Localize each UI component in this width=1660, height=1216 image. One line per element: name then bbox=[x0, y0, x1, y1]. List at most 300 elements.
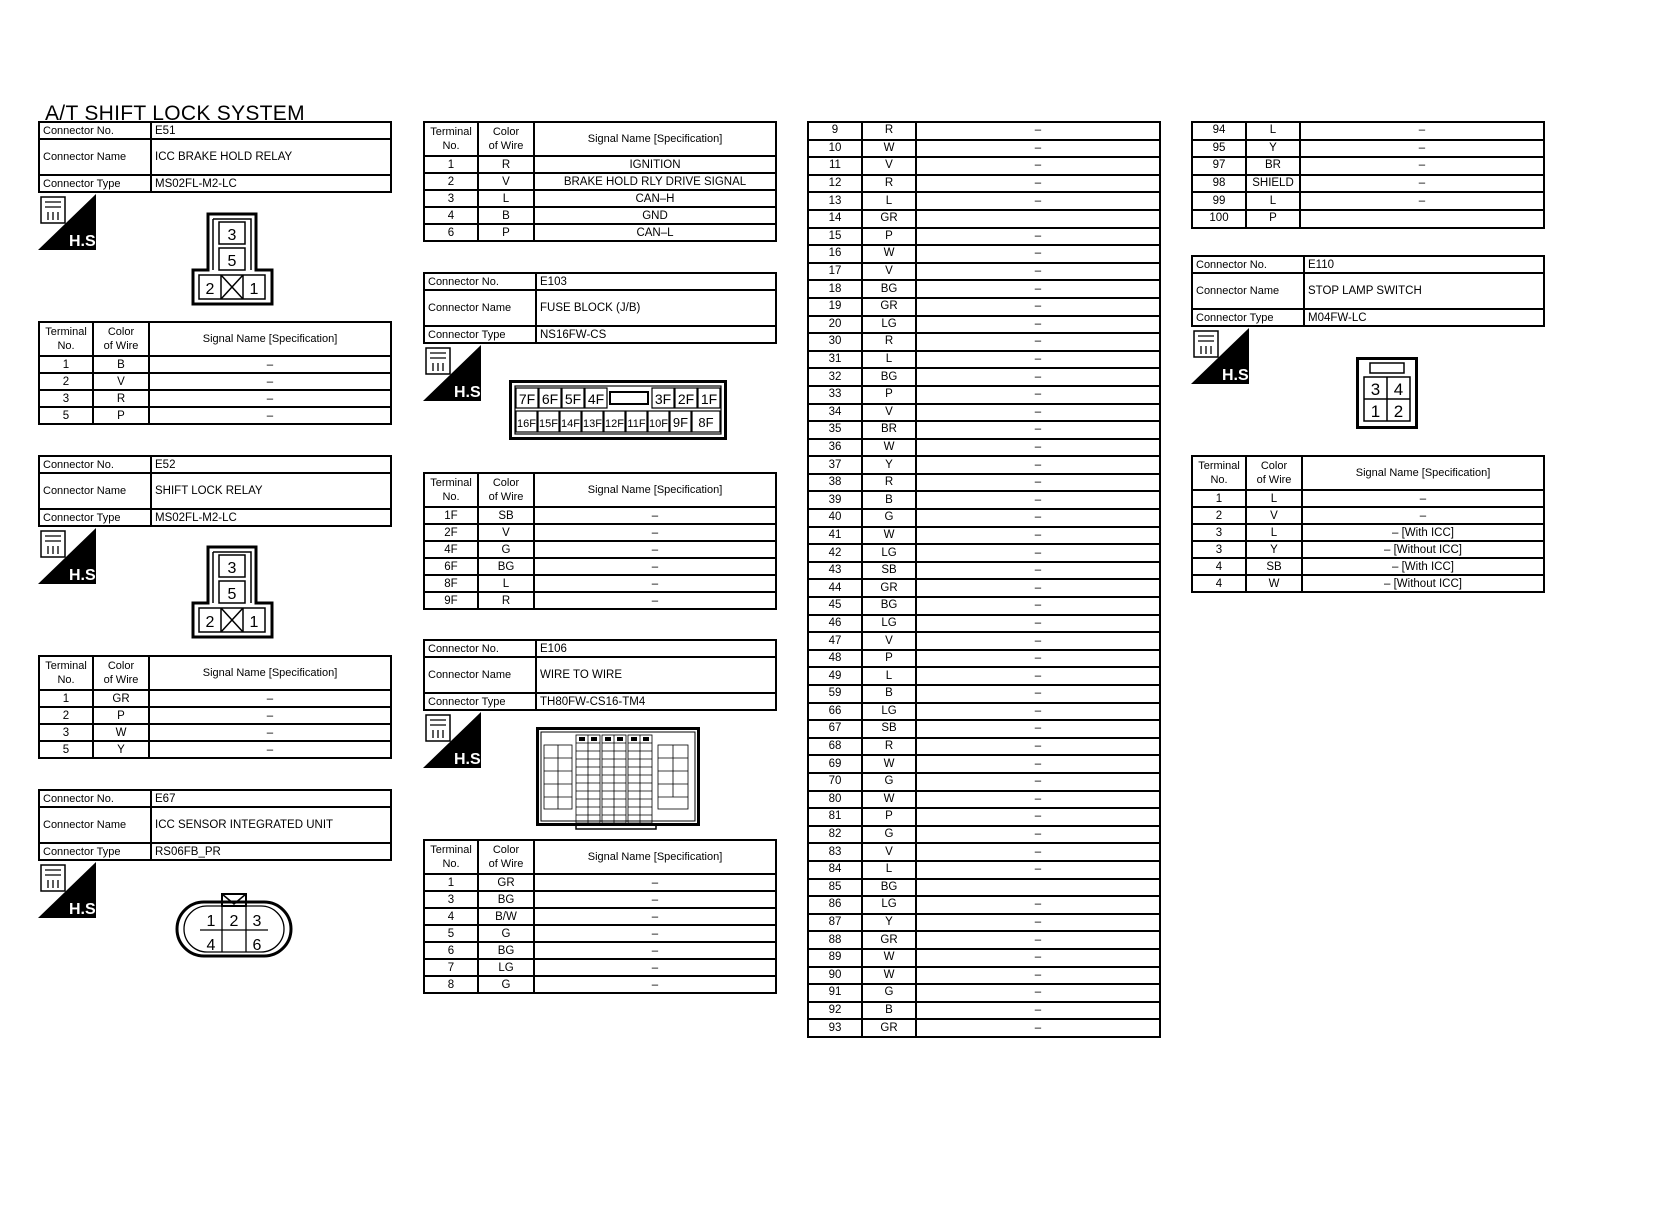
svg-text:2: 2 bbox=[205, 281, 215, 298]
svg-text:6F: 6F bbox=[541, 391, 559, 407]
terminal-cell: 86 bbox=[808, 896, 862, 914]
signal-cell: – bbox=[1300, 192, 1544, 210]
connector-type-label: Connector Type bbox=[424, 326, 536, 343]
signal-cell: – bbox=[916, 949, 1160, 967]
e106-pin-table bbox=[423, 839, 777, 994]
svg-text:H.S.: H.S. bbox=[69, 901, 101, 918]
terminal-cell: 43 bbox=[808, 562, 862, 580]
connector-name-value: SHIFT LOCK RELAY bbox=[151, 473, 391, 509]
signal-cell: – bbox=[916, 456, 1160, 474]
signal-cell: – bbox=[916, 157, 1160, 175]
terminal-cell: 45 bbox=[808, 597, 862, 615]
e106-continued-rows bbox=[808, 122, 1160, 1037]
table-row bbox=[808, 509, 1160, 527]
wire-color-cell: SB bbox=[862, 562, 916, 580]
terminal-cell: 36 bbox=[808, 439, 862, 457]
signal-cell: – bbox=[916, 491, 1160, 509]
signal-cell bbox=[1300, 210, 1544, 228]
svg-text:H.S.: H.S. bbox=[454, 751, 486, 768]
signal-cell: – bbox=[916, 685, 1160, 703]
table-row: 7 LG – bbox=[424, 959, 776, 976]
wire-color-cell: W bbox=[862, 140, 916, 158]
signal-cell: – bbox=[916, 228, 1160, 246]
connector-type-value: TH80FW-CS16-TM4 bbox=[536, 693, 776, 710]
svg-text:H.S.: H.S. bbox=[1222, 367, 1254, 384]
terminal-cell: 40 bbox=[808, 509, 862, 527]
wire-color-cell: P bbox=[862, 386, 916, 404]
table-row bbox=[808, 245, 1160, 263]
table-row bbox=[1192, 192, 1544, 210]
terminal-cell: 10 bbox=[808, 140, 862, 158]
wire-color-cell: SB bbox=[862, 720, 916, 738]
wire-color-cell: L bbox=[862, 861, 916, 879]
connector-name-value: STOP LAMP SWITCH bbox=[1304, 273, 1544, 309]
svg-text:2F: 2F bbox=[677, 391, 695, 407]
svg-text:16F: 16F bbox=[517, 418, 536, 430]
wire-color-cell: BG bbox=[862, 280, 916, 298]
connector-name-value: ICC BRAKE HOLD RELAY bbox=[151, 139, 391, 175]
signal-cell: – bbox=[916, 579, 1160, 597]
svg-text:1: 1 bbox=[249, 614, 259, 631]
table-row: 4F G – bbox=[424, 541, 776, 558]
connector-type-value: RS06FB_PR bbox=[151, 843, 391, 860]
connector-no-label: Connector No. bbox=[1192, 256, 1304, 273]
table-row: 1 GR – bbox=[39, 690, 391, 707]
e103-info-table bbox=[423, 272, 777, 344]
table-row bbox=[808, 808, 1160, 826]
table-row bbox=[808, 773, 1160, 791]
svg-text:10F: 10F bbox=[649, 418, 668, 430]
table-row bbox=[808, 703, 1160, 721]
wire-color-cell: GR bbox=[862, 210, 916, 228]
svg-text:9F: 9F bbox=[672, 415, 689, 430]
terminal-cell: 94 bbox=[1192, 122, 1246, 140]
table-row bbox=[808, 175, 1160, 193]
wire-color-cell: R bbox=[862, 122, 916, 140]
terminal-cell: 13 bbox=[808, 192, 862, 210]
svg-text:5: 5 bbox=[227, 586, 237, 603]
table-row bbox=[808, 368, 1160, 386]
wire-color-cell: P bbox=[862, 228, 916, 246]
signal-cell: – bbox=[916, 738, 1160, 756]
harness-side-icon bbox=[423, 345, 486, 401]
table-row: 4 SB – [With ICC] bbox=[1192, 558, 1544, 575]
signal-cell: – bbox=[916, 404, 1160, 422]
table-row: 3 BG – bbox=[424, 891, 776, 908]
e103-pin-table bbox=[423, 472, 777, 610]
table-row: 8F L – bbox=[424, 575, 776, 592]
terminal-cell: 70 bbox=[808, 773, 862, 791]
wire-color-cell: Y bbox=[862, 914, 916, 932]
wire-color-cell: GR bbox=[862, 298, 916, 316]
connector-no-label: Connector No. bbox=[39, 456, 151, 473]
connector-no-value: E67 bbox=[151, 790, 391, 807]
wire-color-cell: L bbox=[1246, 192, 1300, 210]
connector-type-value: MS02FL-M2-LC bbox=[151, 509, 391, 526]
terminal-cell: 82 bbox=[808, 826, 862, 844]
svg-text:2: 2 bbox=[229, 913, 239, 930]
table-row bbox=[808, 667, 1160, 685]
wire-color-cell: L bbox=[862, 351, 916, 369]
table-row bbox=[808, 544, 1160, 562]
terminal-cell: 90 bbox=[808, 967, 862, 985]
wire-color-cell: BG bbox=[862, 879, 916, 897]
terminal-cell: 38 bbox=[808, 474, 862, 492]
table-row bbox=[808, 228, 1160, 246]
table-row: 4 B/W – bbox=[424, 908, 776, 925]
connector-type-label: Connector Type bbox=[39, 175, 151, 192]
terminal-cell: 14 bbox=[808, 210, 862, 228]
svg-text:1: 1 bbox=[206, 913, 216, 930]
table-row bbox=[808, 984, 1160, 1002]
table-row bbox=[808, 316, 1160, 334]
svg-text:3F: 3F bbox=[654, 391, 672, 407]
e51-connector-diagram bbox=[190, 212, 276, 306]
terminal-cell: 66 bbox=[808, 703, 862, 721]
e110-connector-diagram bbox=[1356, 357, 1418, 429]
table-row: 6F BG – bbox=[424, 558, 776, 575]
e106-continued2-rows bbox=[1192, 122, 1544, 228]
wire-color-cell: V bbox=[862, 843, 916, 861]
connector-no-label: Connector No. bbox=[424, 640, 536, 657]
svg-text:11F: 11F bbox=[627, 418, 646, 430]
table-row bbox=[808, 914, 1160, 932]
table-row bbox=[1192, 210, 1544, 228]
wire-color-cell: R bbox=[862, 738, 916, 756]
signal-cell: – bbox=[916, 861, 1160, 879]
connector-type-label: Connector Type bbox=[424, 693, 536, 710]
table-row bbox=[1192, 157, 1544, 175]
wire-color-cell: LG bbox=[862, 615, 916, 633]
terminal-cell: 11 bbox=[808, 157, 862, 175]
table-row: 2 V – bbox=[1192, 507, 1544, 524]
wire-color-cell: V bbox=[862, 157, 916, 175]
wire-color-cell: V bbox=[862, 632, 916, 650]
signal-cell: – bbox=[916, 439, 1160, 457]
signal-cell: – bbox=[916, 245, 1160, 263]
table-row bbox=[808, 298, 1160, 316]
table-row: 3 Y – [Without ICC] bbox=[1192, 541, 1544, 558]
table-row bbox=[808, 615, 1160, 633]
signal-cell: – bbox=[916, 791, 1160, 809]
svg-text:5: 5 bbox=[227, 253, 237, 270]
signal-cell: – bbox=[916, 562, 1160, 580]
table-row bbox=[808, 597, 1160, 615]
wire-color-cell: BG bbox=[862, 597, 916, 615]
table-row bbox=[808, 650, 1160, 668]
svg-text:8F: 8F bbox=[698, 415, 714, 430]
connector-name-value: WIRE TO WIRE bbox=[536, 657, 776, 693]
signal-cell: – bbox=[916, 896, 1160, 914]
svg-text:1F: 1F bbox=[700, 391, 718, 407]
table-row bbox=[808, 474, 1160, 492]
connector-name-label: Connector Name bbox=[39, 139, 151, 175]
color-wire-header: Color of Wire bbox=[1246, 456, 1302, 490]
connector-name-value: ICC SENSOR INTEGRATED UNIT bbox=[151, 807, 391, 843]
signal-cell: – bbox=[916, 192, 1160, 210]
signal-cell: – bbox=[916, 843, 1160, 861]
connector-type-label: Connector Type bbox=[39, 509, 151, 526]
svg-text:4F: 4F bbox=[587, 391, 605, 407]
signal-cell: – bbox=[1300, 140, 1544, 158]
signal-cell: – bbox=[916, 1019, 1160, 1037]
terminal-cell: 80 bbox=[808, 791, 862, 809]
terminal-cell: 84 bbox=[808, 861, 862, 879]
signal-name-header: Signal Name [Specification] bbox=[534, 473, 776, 507]
wire-color-cell: V bbox=[862, 263, 916, 281]
color-wire-header: Color of Wire bbox=[478, 840, 534, 874]
signal-cell: – bbox=[916, 632, 1160, 650]
terminal-cell: 15 bbox=[808, 228, 862, 246]
signal-name-header: Signal Name [Specification] bbox=[149, 656, 391, 690]
table-row bbox=[808, 280, 1160, 298]
wire-color-cell: W bbox=[862, 967, 916, 985]
signal-cell: – bbox=[916, 122, 1160, 140]
terminal-cell: 19 bbox=[808, 298, 862, 316]
signal-name-header: Signal Name [Specification] bbox=[1302, 456, 1544, 490]
signal-cell: – bbox=[916, 720, 1160, 738]
table-row bbox=[808, 1002, 1160, 1020]
table-row: 2 P – bbox=[39, 707, 391, 724]
terminal-cell: 59 bbox=[808, 685, 862, 703]
table-row: 1 B – bbox=[39, 356, 391, 373]
signal-cell: – bbox=[916, 755, 1160, 773]
signal-cell: – bbox=[916, 597, 1160, 615]
table-row bbox=[808, 210, 1160, 228]
signal-cell: – bbox=[916, 615, 1160, 633]
wire-color-cell: B bbox=[862, 491, 916, 509]
signal-cell: – bbox=[916, 808, 1160, 826]
terminal-cell: 95 bbox=[1192, 140, 1246, 158]
svg-text:3: 3 bbox=[227, 560, 237, 577]
signal-cell: – bbox=[916, 967, 1160, 985]
wire-color-cell: P bbox=[862, 808, 916, 826]
top-mid-pin-table bbox=[423, 121, 777, 242]
wire-color-cell: G bbox=[862, 984, 916, 1002]
signal-cell: – bbox=[916, 140, 1160, 158]
table-row: 2F V – bbox=[424, 524, 776, 541]
terminal-cell: 89 bbox=[808, 949, 862, 967]
connector-name-value: FUSE BLOCK (J/B) bbox=[536, 290, 776, 326]
table-row bbox=[808, 720, 1160, 738]
signal-cell: – bbox=[916, 386, 1160, 404]
wire-color-cell: LG bbox=[862, 544, 916, 562]
table-row bbox=[808, 896, 1160, 914]
wire-color-cell: GR bbox=[862, 1019, 916, 1037]
signal-cell: – bbox=[916, 263, 1160, 281]
signal-cell: – bbox=[916, 280, 1160, 298]
terminal-cell: 48 bbox=[808, 650, 862, 668]
svg-text:4: 4 bbox=[206, 937, 216, 954]
table-row: 3 L – [With ICC] bbox=[1192, 524, 1544, 541]
wire-color-cell: R bbox=[862, 474, 916, 492]
svg-text:H.S.: H.S. bbox=[69, 567, 101, 584]
table-row: 1 R IGNITION bbox=[424, 156, 776, 173]
wire-color-cell: R bbox=[862, 333, 916, 351]
wire-color-cell: L bbox=[862, 667, 916, 685]
svg-text:12F: 12F bbox=[605, 418, 624, 430]
terminal-cell: 30 bbox=[808, 333, 862, 351]
terminal-no-header: Terminal No. bbox=[39, 322, 93, 356]
signal-cell bbox=[916, 879, 1160, 897]
connector-type-label: Connector Type bbox=[1192, 309, 1304, 326]
wire-color-cell: P bbox=[1246, 210, 1300, 228]
terminal-cell: 42 bbox=[808, 544, 862, 562]
terminal-cell: 37 bbox=[808, 456, 862, 474]
wire-color-cell: W bbox=[862, 755, 916, 773]
e106-info-table bbox=[423, 639, 777, 711]
e103-connector-diagram bbox=[509, 380, 727, 440]
connector-no-label: Connector No. bbox=[424, 273, 536, 290]
wire-color-cell: V bbox=[862, 404, 916, 422]
table-row bbox=[808, 579, 1160, 597]
signal-cell: – bbox=[1300, 122, 1544, 140]
wire-color-cell: LG bbox=[862, 703, 916, 721]
table-row bbox=[808, 333, 1160, 351]
table-row: 3 R – bbox=[39, 390, 391, 407]
e106-continued2-table bbox=[1191, 121, 1545, 229]
e110-pin-table bbox=[1191, 455, 1545, 593]
connector-type-value: NS16FW-CS bbox=[536, 326, 776, 343]
e52-info-table bbox=[38, 455, 392, 527]
signal-name-header: Signal Name [Specification] bbox=[534, 122, 776, 156]
terminal-cell: 93 bbox=[808, 1019, 862, 1037]
wire-color-cell: SHIELD bbox=[1246, 175, 1300, 193]
wire-color-cell: LG bbox=[862, 316, 916, 334]
svg-text:4: 4 bbox=[1393, 380, 1404, 399]
terminal-cell: 88 bbox=[808, 931, 862, 949]
signal-cell: – bbox=[916, 773, 1160, 791]
table-row bbox=[808, 351, 1160, 369]
table-row bbox=[1192, 122, 1544, 140]
svg-text:13F: 13F bbox=[583, 418, 602, 430]
signal-cell: – bbox=[916, 914, 1160, 932]
connector-type-value: M04FW-LC bbox=[1304, 309, 1544, 326]
terminal-cell: 46 bbox=[808, 615, 862, 633]
connector-no-value: E110 bbox=[1304, 256, 1544, 273]
signal-cell: – bbox=[916, 509, 1160, 527]
table-row: 1 GR – bbox=[424, 874, 776, 891]
e106-continued-table bbox=[807, 121, 1161, 1038]
wire-color-cell: BG bbox=[862, 368, 916, 386]
wire-color-cell: GR bbox=[862, 579, 916, 597]
table-row bbox=[808, 843, 1160, 861]
signal-cell: – bbox=[916, 1002, 1160, 1020]
connector-name-label: Connector Name bbox=[39, 807, 151, 843]
wire-color-cell: BR bbox=[862, 421, 916, 439]
terminal-cell: 92 bbox=[808, 1002, 862, 1020]
table-row bbox=[1192, 140, 1544, 158]
table-row bbox=[808, 685, 1160, 703]
terminal-cell: 39 bbox=[808, 491, 862, 509]
terminal-cell: 44 bbox=[808, 579, 862, 597]
table-row: 1 L – bbox=[1192, 490, 1544, 507]
table-row: 4 B GND bbox=[424, 207, 776, 224]
table-row bbox=[808, 791, 1160, 809]
table-row bbox=[808, 439, 1160, 457]
signal-cell: – bbox=[916, 667, 1160, 685]
svg-text:1: 1 bbox=[1370, 402, 1381, 421]
table-row bbox=[808, 861, 1160, 879]
connector-no-label: Connector No. bbox=[39, 122, 151, 139]
e52-connector-diagram bbox=[190, 545, 276, 639]
terminal-cell: 67 bbox=[808, 720, 862, 738]
terminal-cell: 20 bbox=[808, 316, 862, 334]
table-row bbox=[808, 157, 1160, 175]
wire-color-cell: LG bbox=[862, 896, 916, 914]
table-row: 2 V BRAKE HOLD RLY DRIVE SIGNAL bbox=[424, 173, 776, 190]
svg-text:5F: 5F bbox=[564, 391, 582, 407]
harness-side-icon bbox=[1191, 328, 1254, 384]
table-row bbox=[808, 949, 1160, 967]
harness-side-icon bbox=[38, 862, 101, 918]
terminal-no-header: Terminal No. bbox=[39, 656, 93, 690]
table-row bbox=[808, 826, 1160, 844]
table-row bbox=[808, 738, 1160, 756]
table-row bbox=[808, 527, 1160, 545]
wire-color-cell: G bbox=[862, 773, 916, 791]
table-row bbox=[808, 491, 1160, 509]
e52-pin-table bbox=[38, 655, 392, 759]
terminal-cell: 83 bbox=[808, 843, 862, 861]
terminal-no-header: Terminal No. bbox=[424, 840, 478, 874]
signal-cell: – bbox=[916, 333, 1160, 351]
terminal-cell: 87 bbox=[808, 914, 862, 932]
signal-cell: – bbox=[916, 984, 1160, 1002]
table-row: 6 BG – bbox=[424, 942, 776, 959]
terminal-cell: 98 bbox=[1192, 175, 1246, 193]
table-row: 6 P CAN–L bbox=[424, 224, 776, 241]
wire-color-cell: W bbox=[862, 791, 916, 809]
signal-cell: – bbox=[916, 544, 1160, 562]
table-row bbox=[808, 632, 1160, 650]
table-row bbox=[808, 122, 1160, 140]
table-row bbox=[808, 967, 1160, 985]
table-row bbox=[808, 404, 1160, 422]
connector-no-value: E51 bbox=[151, 122, 391, 139]
wire-color-cell: R bbox=[862, 175, 916, 193]
harness-side-icon bbox=[38, 194, 101, 250]
wire-color-cell: L bbox=[862, 192, 916, 210]
wire-color-cell: W bbox=[862, 245, 916, 263]
terminal-cell: 41 bbox=[808, 527, 862, 545]
terminal-cell: 49 bbox=[808, 667, 862, 685]
terminal-cell: 34 bbox=[808, 404, 862, 422]
harness-side-icon bbox=[423, 712, 486, 768]
wire-color-cell: L bbox=[1246, 122, 1300, 140]
wire-color-cell: G bbox=[862, 509, 916, 527]
table-row: 5 P – bbox=[39, 407, 391, 424]
table-row bbox=[1192, 175, 1544, 193]
signal-cell: – bbox=[916, 421, 1160, 439]
terminal-cell: 47 bbox=[808, 632, 862, 650]
svg-text:6: 6 bbox=[252, 937, 262, 954]
signal-cell: – bbox=[916, 931, 1160, 949]
e110-info-table bbox=[1191, 255, 1545, 327]
wire-color-cell: B bbox=[862, 685, 916, 703]
terminal-no-header: Terminal No. bbox=[1192, 456, 1246, 490]
color-wire-header: Color of Wire bbox=[478, 122, 534, 156]
table-row: 8 G – bbox=[424, 976, 776, 993]
table-row bbox=[808, 140, 1160, 158]
terminal-cell: 68 bbox=[808, 738, 862, 756]
connector-name-label: Connector Name bbox=[424, 290, 536, 326]
signal-cell: – bbox=[916, 175, 1160, 193]
color-wire-header: Color of Wire bbox=[93, 322, 149, 356]
svg-text:7F: 7F bbox=[518, 391, 536, 407]
signal-cell: – bbox=[1300, 175, 1544, 193]
signal-cell: – bbox=[916, 527, 1160, 545]
